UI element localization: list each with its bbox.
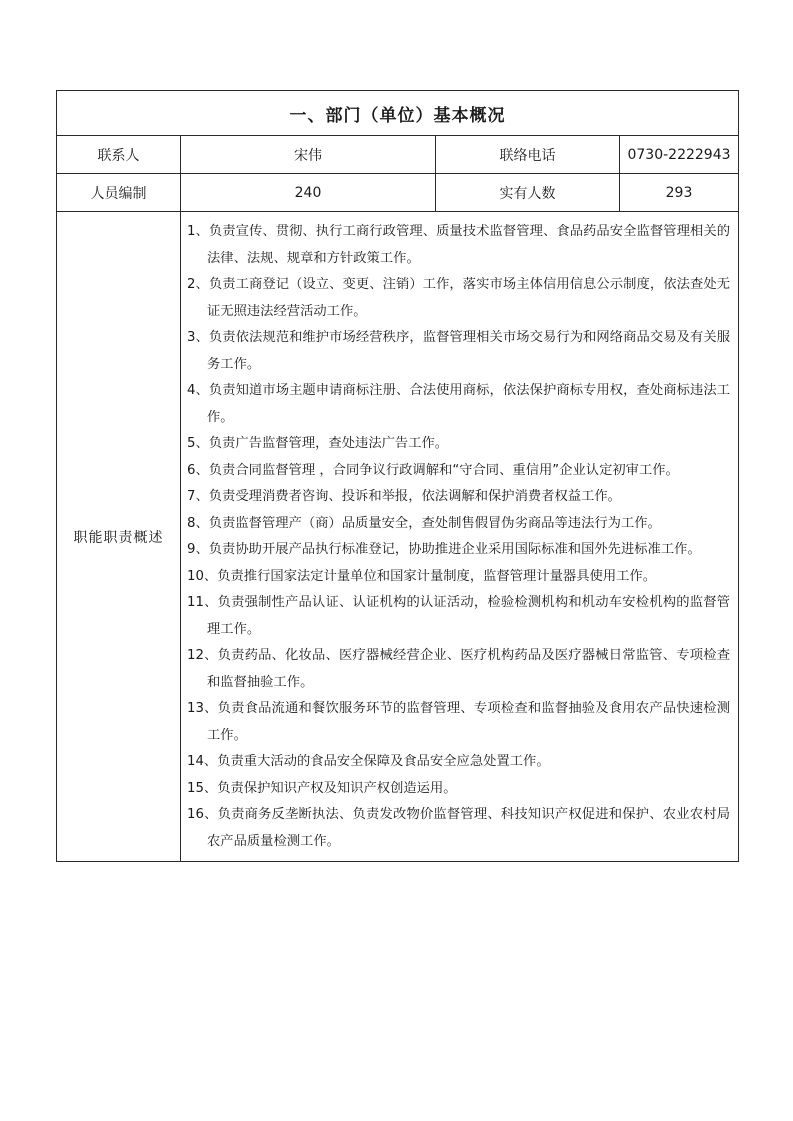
duty-item: 11、负责强制性产品认证、认证机构的认证活动，检验检测机构和机动车安检机构的监督管理工作。: [187, 595, 730, 637]
duty-item: 12、负责药品、化妆品、医疗器械经营企业、医疗机构药品及医疗器械日常监管、专项检查和监督抽验工作。: [187, 648, 730, 690]
duties-label: 职能职责概述: [57, 212, 181, 862]
contact-row: [57, 136, 739, 174]
contact-value: 宋伟: [181, 136, 436, 174]
actual-value: 293: [620, 174, 739, 212]
phone-value: 0730-2222943: [620, 136, 739, 174]
contact-label: 联系人: [57, 136, 181, 174]
duties-list: [181, 212, 739, 862]
duty-item: 9、负责协助开展产品执行标准登记，协助推进企业采用国际标准和国外先进标准工作。: [187, 542, 701, 557]
quota-value: 240: [181, 174, 436, 212]
duty-item: 10、负责推行国家法定计量单位和国家计量制度，监督管理计量器具使用工作。: [187, 568, 657, 584]
duty-item: 3、负责依法规范和维护市场经营秩序，监督管理相关市场交易行为和网络商品交易及有关服务工作。: [187, 330, 730, 372]
duty-item: 6、负责合同监督管理 ，合同争议行政调解和“守合同、重信用”企业认定初审工作。: [187, 462, 679, 478]
duty-item: 1、负责宣传、贯彻、执行工商行政管理、质量技术监督管理、食品药品安全监督管理相关的法律、法规、规章和方针政策工作。: [187, 224, 730, 266]
duty-item: 16、负责商务反垄断执法、负责发改物价监督管理、科技知识产权促进和保护、农业农村局农产品质量检测工作。: [187, 807, 730, 849]
duty-item: 8、负责监督管理产（商）品质量安全，查处制售假冒伪劣商品等违法行为工作。: [187, 515, 661, 531]
duty-item: 2、负责工商登记（设立、变更、注销）工作，落实市场主体信用信息公示制度，依法查处无证无照违法经营活动工作。: [187, 277, 730, 319]
duty-item: 7、负责受理消费者咨询、投诉和举报，依法调解和保护消费者权益工作。: [187, 489, 621, 504]
duty-item: 5、负责广告监督管理，查处违法广告工作。: [187, 436, 449, 451]
title-row: [57, 91, 739, 136]
actual-label: 实有人数: [436, 174, 620, 212]
duty-item: 13、负责食品流通和餐饮服务环节的监督管理、专项检查和监督抽验及食用农产品快速检测工作。: [187, 701, 730, 743]
duty-item: 4、负责知道市场主题申请商标注册、合法使用商标，依法保护商标专用权，查处商标违法工作。: [187, 383, 730, 425]
duty-item: 14、负责重大活动的食品安全保障及食品安全应急处置工作。: [187, 754, 550, 769]
staff-row: [57, 174, 739, 212]
table-title: 一、部门（单位）基本概况: [57, 91, 739, 136]
duty-item: 15、负责保护知识产权及知识产权创造运用。: [187, 780, 457, 796]
phone-label: 联络电话: [436, 136, 620, 174]
overview-table: [56, 90, 739, 862]
duties-row: [57, 212, 739, 862]
quota-label: 人员编制: [57, 174, 181, 212]
